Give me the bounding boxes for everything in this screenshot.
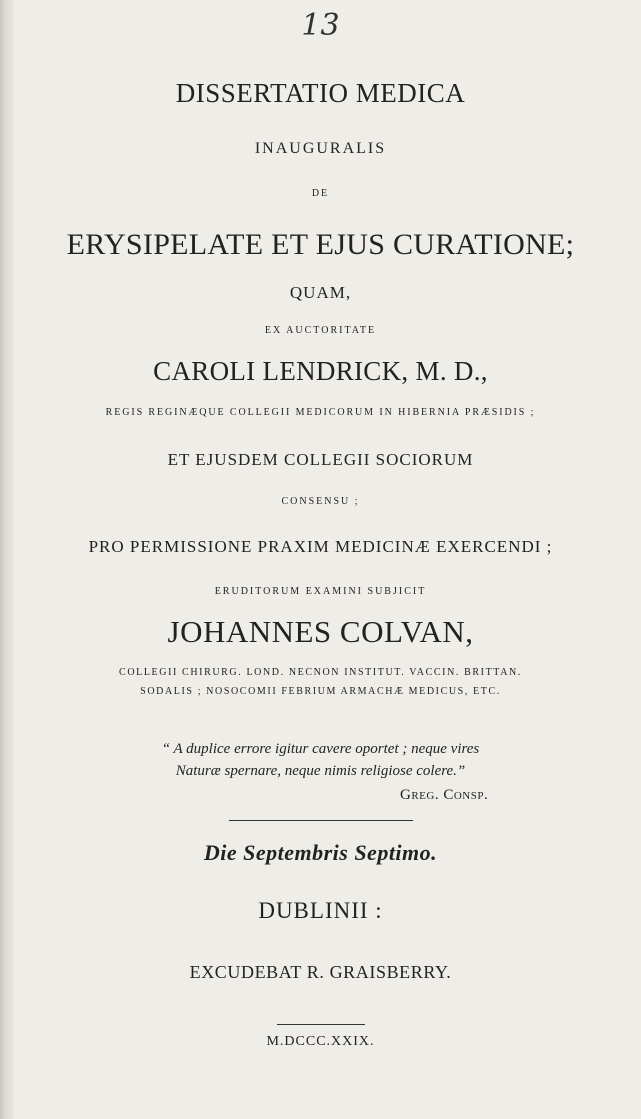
permission-line: PRO PERMISSIONE PRAXIM MEDICINÆ EXERCENDI ;: [88, 537, 553, 556]
ex-auctoritate-line: EX AUCTORITATE: [264, 325, 377, 336]
de-line: DE: [311, 188, 330, 199]
epigraph-line-2: Naturæ spernare, neque nimis religiose colere.”: [175, 763, 466, 779]
college-line: ET EJUSDEM COLLEGII SOCIORUM: [167, 450, 474, 469]
author-name: JOHANNES COLVAN,: [167, 614, 474, 649]
year-line: M.DCCC.XXIX.: [266, 1034, 375, 1049]
epigraph-attribution: Greg. Consp.: [400, 787, 489, 803]
city-line: DUBLINII :: [258, 898, 383, 923]
eruditorum-line: ERUDITORUM EXAMINI SUBJICIT: [214, 586, 427, 597]
divider-rule: [229, 820, 413, 821]
author-affiliation-1: COLLEGII CHIRURG. LOND. NECNON INSTITUT. VACCIN. BRITTAN.: [119, 667, 522, 678]
consensu-line: CONSENSU ;: [281, 496, 360, 507]
printer-line: EXCUDEBAT R. GRAISBERRY.: [189, 962, 452, 982]
year-rule: [277, 1024, 365, 1025]
authority-name: CAROLI LENDRICK, M. D.,: [153, 356, 488, 386]
author-affiliation-2: SODALIS ; NOSOCOMII FEBRIUM ARMACHÆ MEDICUS, ETC.: [140, 686, 501, 697]
date-line: Die Septembris Septimo.: [203, 840, 438, 865]
page-number: 13: [301, 8, 340, 43]
quam-line: QUAM,: [289, 283, 352, 302]
binding-edge: [0, 0, 14, 1119]
dissertation-title: DISSERTATIO MEDICA: [175, 78, 466, 108]
epigraph-line-1: “ A duplice errore igitur cavere oportet ; neque vires: [161, 741, 480, 757]
inauguralis-line: INAUGURALIS: [254, 140, 387, 157]
authority-role: REGIS REGINÆQUE COLLEGII MEDICORUM IN HIBERNIA PRÆSIDIS ;: [105, 407, 536, 418]
subject-heading: ERYSIPELATE ET EJUS CURATIONE;: [66, 228, 575, 261]
